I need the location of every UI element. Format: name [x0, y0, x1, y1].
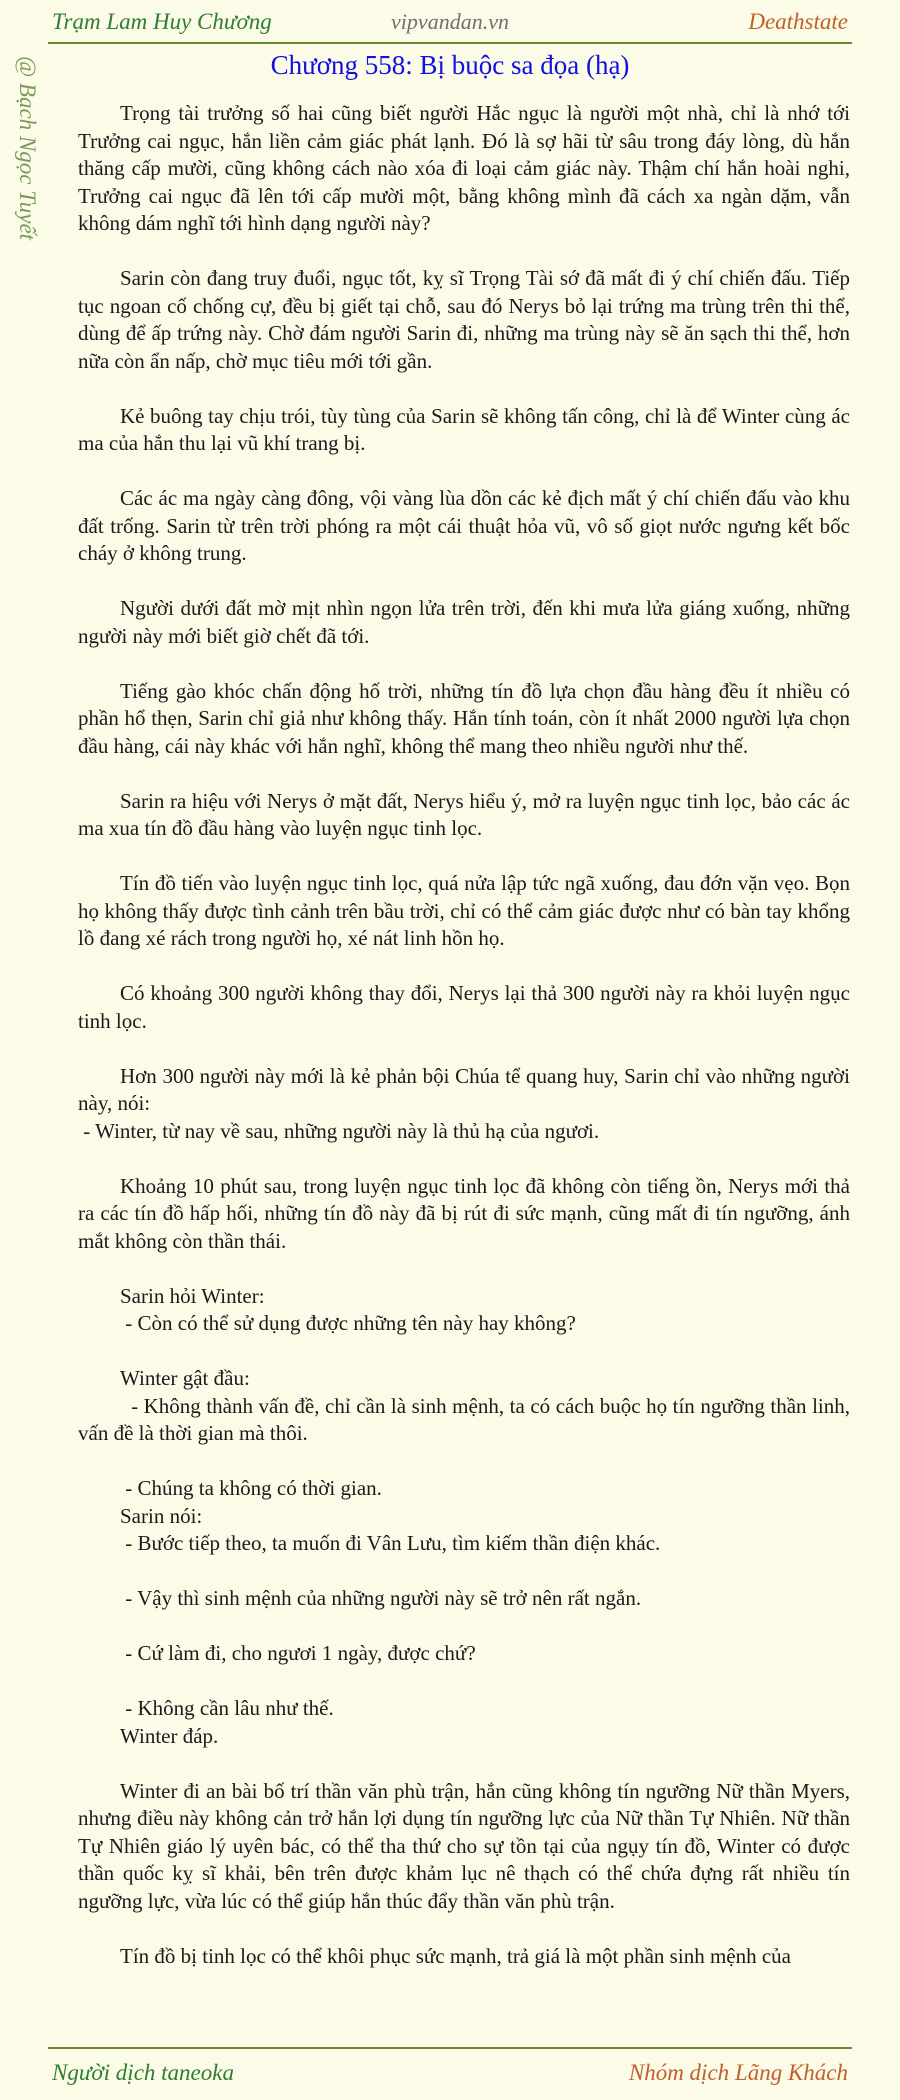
paragraph: Người dưới đất mờ mịt nhìn ngọn lửa trên trời, đến khi mưa lửa giáng xuống, những người này mới biết giờ chết đã tới.: [78, 596, 850, 648]
paragraph: Sarin ra hiệu với Nerys ở mặt đất, Nerys hiểu ý, mở ra luyện ngục tinh lọc, bảo các ác ma xua tín đồ đầu hàng vào luyện ngục tinh lọc.: [78, 788, 850, 840]
paragraph: Kẻ buông tay chịu trói, tùy tùng của Sarin sẽ không tấn công, chỉ là để Winter cùng ác ma của hắn thu lại vũ khí trang bị.: [78, 403, 850, 455]
page-footer: [0, 2052, 900, 2096]
paragraph: Hơn 300 người này mới là kẻ phản bội Chúa tể quang huy, Sarin chỉ vào những người này, nói:: [78, 1063, 850, 1115]
footer-divider: [48, 2047, 852, 2049]
dialog-line: - Bước tiếp theo, ta muốn đi Vân Lưu, tìm kiếm thần điện khác.: [120, 1531, 661, 1555]
header-site-name: Trạm Lam Huy Chương: [52, 9, 272, 34]
dialog-line: - Không thành vấn đề, chỉ cần là sinh mệnh, ta có cách buộc họ tín ngưỡng thần linh, vấn đề là thời gian mà thôi.: [78, 1393, 856, 1445]
paragraph: Winter đi an bài bố trí thần văn phù trận, hắn cũng không tín ngưỡng Nữ thần Myers, nhưng điều này không cản trở hắn lợi dụng tín ngưỡng lực của Nữ thần Tự Nhiên. Nữ thần Tự Nhiên giáo lý uyên bác, có thể tha thứ cho sự tồn tại của ngụy tín đồ, Winter có được thần quốc kỵ sĩ khải, bên trên được khảm lục nê thạch có thể chứa đựng rất nhiều tín ngưỡng lực, vừa lúc có thể giúp hắn thúc đẩy thần văn phù trận.: [78, 1778, 850, 1913]
dialog-line: Winter đáp.: [120, 1723, 219, 1748]
paragraph: Khoảng 10 phút sau, trong luyện ngục tinh lọc đã không còn tiếng ồn, Nerys mới thả ra các tín đồ hấp hối, những tín đồ này đã bị rút đi sức mạnh, cũng mất đi tín ngưỡng, ánh mắt không còn thần thái.: [78, 1173, 850, 1253]
paragraph: Tín đồ tiến vào luyện ngục tinh lọc, quá nửa lập tức ngã xuống, đau đớn vặn vẹo. Bọn họ không thấy được tình cảnh trên bầu trời, chỉ có thể cảm giác được như có bàn tay khổng lồ đang xé rách trong người họ, xé nát linh hồn họ.: [78, 871, 850, 950]
paragraph: Tín đồ bị tinh lọc có thể khôi phục sức mạnh, trả giá là một phần sinh mệnh của: [120, 1943, 791, 1968]
footer-translator: Người dịch taneoka: [52, 2060, 234, 2085]
chapter-title: Chương 558: Bị buộc sa đọa (hạ): [270, 50, 630, 80]
footer-group: Nhóm dịch Lãng Khách: [628, 2060, 848, 2085]
paragraph: Sarin còn đang truy đuổi, ngục tốt, kỵ sĩ Trọng Tài sớ đã mất đi ý chí chiến đấu. Tiếp tục ngoan cố chống cự, đều bị giết tại chỗ, sau đó Nerys bỏ lại trứng ma trùng trên thi thể, dùng để ấp trứng này. Chờ đám người Sarin đi, những ma trùng này sẽ ăn sạch thi thể, hơn nữa còn ẩn nấp, chờ mục tiêu mới tới gần.: [78, 266, 850, 373]
chapter-body: [78, 100, 856, 1998]
header-website: vipvandan.vn: [391, 9, 509, 34]
paragraph: Tiếng gào khóc chấn động hố trời, những tín đồ lựa chọn đầu hàng đều ít nhiều có phần hổ thẹn, Sarin chỉ giả như không thấy. Hắn tính toán, còn ít nhất 2000 người lựa chọn đầu hàng, cái này khác với hắn nghĩ, không thể mang theo nhiều người như thế.: [78, 678, 850, 758]
header-book-title: Deathstate: [748, 9, 848, 34]
paragraph: Trọng tài trưởng số hai cũng biết người Hắc ngục là người một nhà, chỉ là nhớ tới Trưởng cai ngục, hắn liền cảm giác phát lạnh. Đó là sợ hãi từ sâu trong đáy lòng, dù hắn thăng cấp mười, cũng không cách nào xóa đi loại cảm giác này. Thậm chí hắn hoài nghi, Trưởng cai ngục đã lên tới cấp mười một, bằng không mình đã cách xa ngàn dặm, vẫn không dám nghĩ tới hình dạng người này?: [78, 101, 850, 235]
dialog-line: - Không cần lâu như thế.: [120, 1696, 334, 1720]
dialog-line: Sarin hỏi Winter:: [120, 1283, 265, 1308]
dialog-line: - Winter, từ nay về sau, những người này là thủ hạ của ngươi.: [78, 1118, 600, 1143]
dialog-line: Winter gật đầu:: [120, 1366, 250, 1390]
dialog-line: - Cứ làm đi, cho ngươi 1 ngày, được chứ?: [120, 1641, 476, 1665]
header-divider: [48, 42, 852, 44]
paragraph: Có khoảng 300 người không thay đổi, Nerys lại thả 300 người này ra khỏi luyện ngục tinh lọc.: [78, 981, 850, 1033]
paragraph: Các ác ma ngày càng đông, vội vàng lùa dồn các kẻ địch mất ý chí chiến đấu vào khu đất trống. Sarin từ trên trời phóng ra một cái thuật hỏa vũ, vô số giọt nước ngưng kết bốc cháy ở không trung.: [78, 486, 850, 565]
page-header: [0, 0, 900, 44]
dialog-line: Sarin nói:: [120, 1503, 203, 1528]
dialog-line: - Còn có thể sử dụng được những tên này hay không?: [120, 1311, 576, 1335]
side-credit: [6, 56, 42, 616]
side-credit-text: @ Bạch Ngọc Tuyết: [15, 56, 40, 241]
dialog-line: - Chúng ta không có thời gian.: [120, 1476, 382, 1500]
dialog-line: - Vậy thì sinh mệnh của những người này sẽ trở nên rất ngắn.: [120, 1586, 642, 1610]
